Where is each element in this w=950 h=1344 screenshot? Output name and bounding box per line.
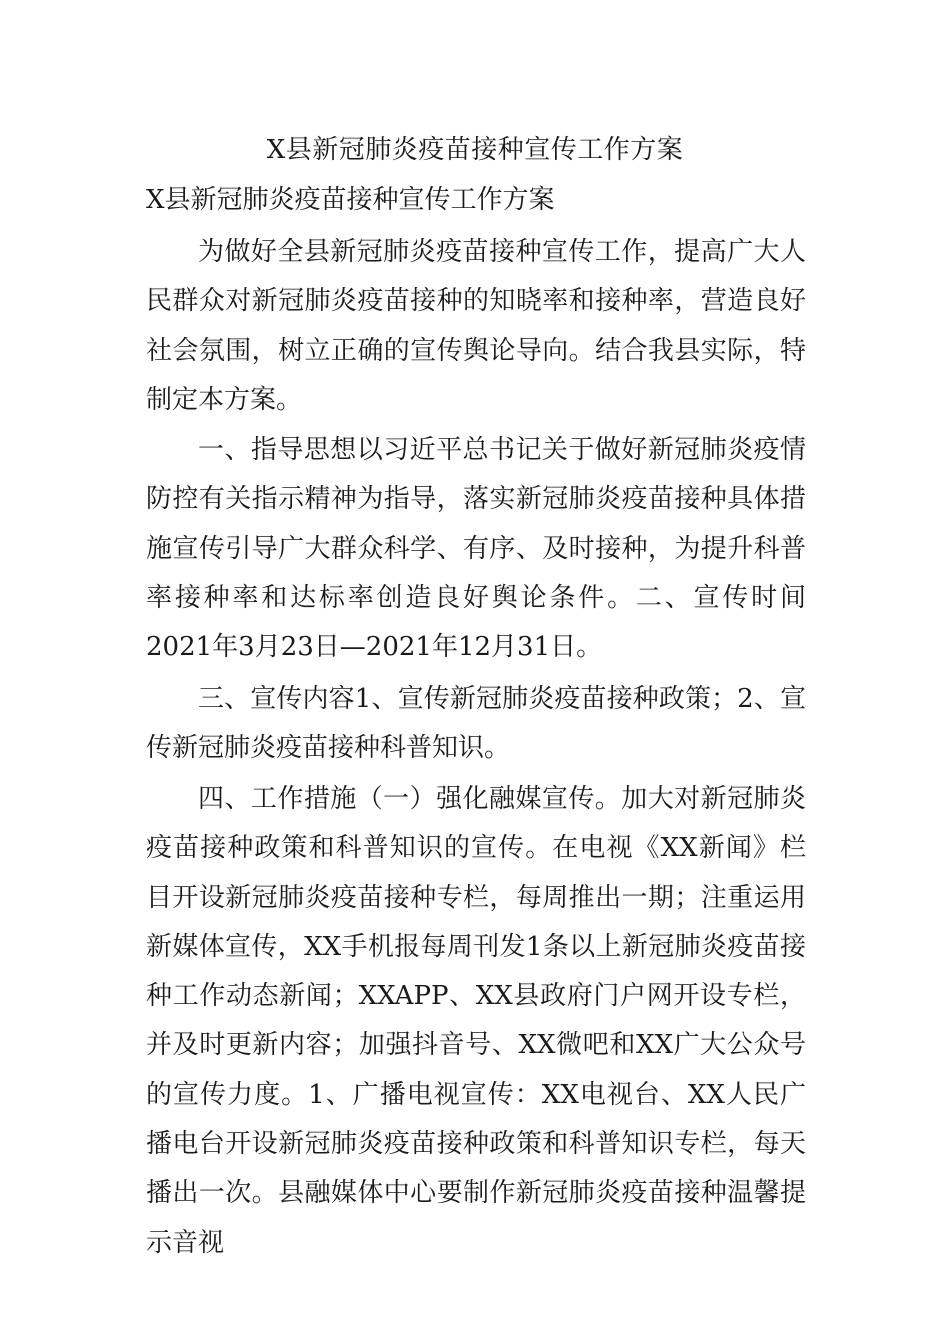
paragraph-text: 一、指导思想以习近平总书记关于做好新冠肺炎疫情防控有关指示精神为指导，落实新冠肺炎疫苗接种具体措施宣传引导广大群众科学、有序、及时接种，为提升科普率接种率和达标率创造良好舆论条件。二、宣传时间2021年3月23日—2021年12月31日。: [146, 435, 806, 663]
paragraph-intro: [146, 228, 806, 425]
paragraph-guiding-principle: [146, 426, 806, 672]
paragraph-measures: [146, 775, 806, 1268]
paragraph-text: 三、宣传内容1、宣传新冠肺炎疫苗接种政策；2、宣传新冠肺炎疫苗接种科普知识。: [146, 684, 806, 764]
document-subtitle: X县新冠肺炎疫苗接种宣传工作方案: [146, 185, 555, 215]
paragraph-content: [146, 675, 806, 774]
paragraph-text: 四、工作措施（一）强化融媒宣传。加大对新冠肺炎疫苗接种政策和科普知识的宣传。在电视《XX新闻》栏目开设新冠肺炎疫苗接种专栏，每周推出一期；注重运用新媒体宣传，XX手机报每周刊发1条以上新冠肺炎疫苗接种工作动态新闻；XXAPP、XX县政府门户网开设专栏，并及时更新内容；加强抖音号、XX微吧和XX广大公众号的宣传力度。1、广播电视宣传：XX电视台、XX人民广播电台开设新冠肺炎疫苗接种政策和科普知识专栏，每天播出一次。县融媒体中心要制作新冠肺炎疫苗接种温馨提示音视: [146, 784, 806, 1258]
paragraph-text: 为做好全县新冠肺炎疫苗接种宣传工作，提高广大人民群众对新冠肺炎疫苗接种的知晓率和接种率，营造良好社会氛围，树立正确的宣传舆论导向。结合我县实际，特制定本方案。: [146, 237, 806, 415]
document-title: X县新冠肺炎疫苗接种宣传工作方案: [266, 135, 684, 165]
